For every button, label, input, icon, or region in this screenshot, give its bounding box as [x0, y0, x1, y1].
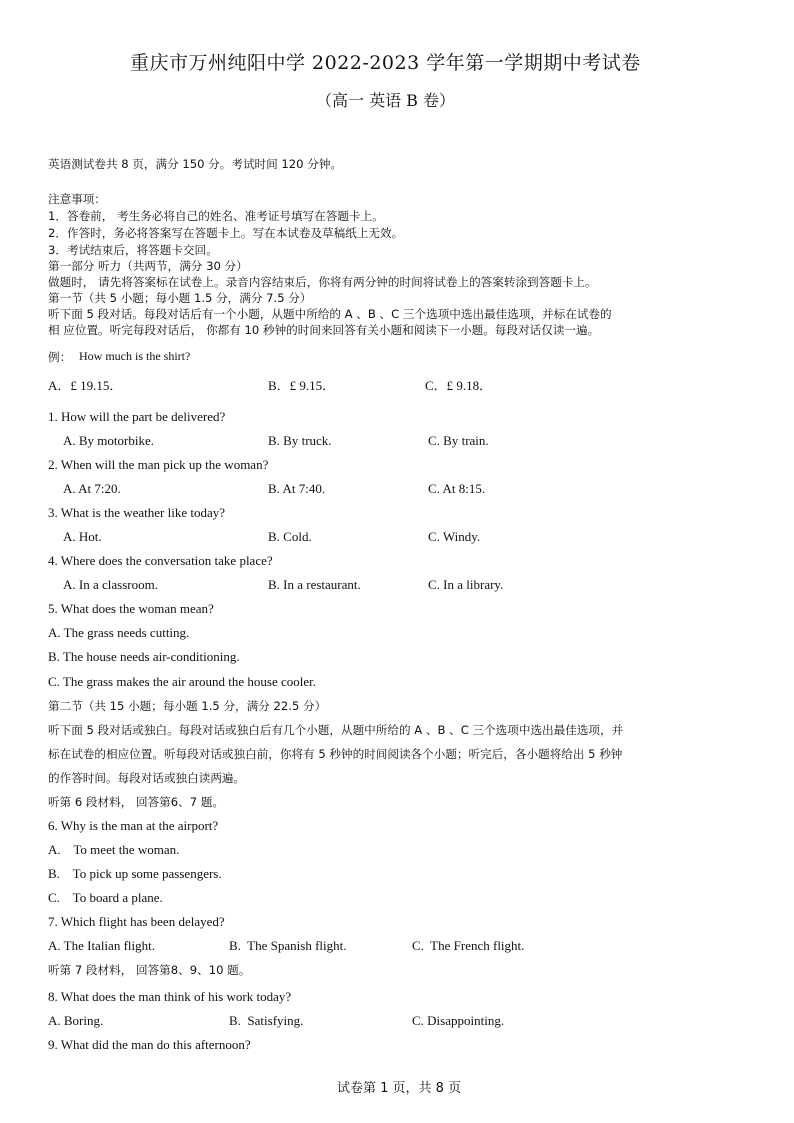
question-option: C. In a library. [428, 577, 504, 592]
question-stem: 3. What is the weather like today? [48, 505, 226, 520]
question-option: A. The Italian flight. [48, 938, 155, 953]
question-option: B. In a restaurant. [268, 577, 361, 592]
question-option: B. At 7:40. [268, 481, 326, 496]
question-option: C. Disappointing. [412, 1013, 505, 1028]
note-item: 1．答卷前， 考生务必将自己的姓名、准考证号填写在答题卡上。 [48, 209, 384, 223]
page-footer: 试卷第 1 页，共 8 页 [337, 1081, 462, 1096]
part1-instruction: 做题时， 请先将答案标在试卷上。录音内容结束后，你将有两分钟的时间将试卷上的答案转涂到答题卡上。 [48, 275, 597, 289]
example-question: How much is the shirt? [79, 349, 191, 363]
section1-instruction-line: 相 应位置。听完每段对话后， 你都有 10 秒钟的时间来回答有关小题和阅读下一小题。每段对话仅读一遍。 [48, 323, 600, 337]
question-option: B. To pick up some passengers. [48, 866, 222, 881]
exam-subtitle: （高一 英语 B 卷） [316, 91, 456, 110]
question-option: C. The grass makes the air around the house cooler. [48, 674, 316, 689]
exam-title: 重庆市万州纯阳中学 2022-2023 学年第一学期期中考试卷 [130, 52, 641, 74]
section1-instruction-line: 听下面 5 段对话。每段对话后有一个小题，从题中所给的 A 、B 、C 三个选项中选出最佳选项，并标在试卷的 [48, 307, 612, 321]
question-option: A. By motorbike. [63, 433, 154, 448]
question-option: C. Windy. [428, 529, 481, 544]
question-stem: 2. When will the man pick up the woman? [48, 457, 269, 472]
question-option: B. Satisfying. [229, 1013, 304, 1028]
question-option: B. The Spanish flight. [229, 938, 347, 953]
question-stem: 1. How will the part be delivered? [48, 409, 226, 424]
question-stem: 8. What does the man think of his work today? [48, 989, 292, 1004]
question-option: A. Hot. [63, 529, 102, 544]
section2-instruction-line: 听下面 5 段对话或独白。每段对话或独白后有几个小题，从题中所给的 A 、B 、C 三个选项中选出最佳选项，并 [48, 723, 624, 737]
question-option: A. Boring. [48, 1013, 104, 1028]
question-option: B. By truck. [268, 433, 332, 448]
question-stem: 7. Which flight has been delayed? [48, 914, 225, 929]
material-heading: 听第 7 段材料， 回答第8、9、10 题。 [48, 963, 251, 977]
question-option: C. To board a plane. [48, 890, 163, 905]
question-option: A. The grass needs cutting. [48, 625, 190, 640]
example-label: 例： [48, 350, 72, 364]
question-option: A. In a classroom. [63, 577, 158, 592]
question-stem: 9. What did the man do this afternoon? [48, 1037, 251, 1052]
section2-instruction-line: 的作答时间。每段对话或独白读两遍。 [48, 771, 246, 785]
note-item: 2．作答时，务必将答案写在答题卡上。写在本试卷及草稿纸上无效。 [48, 226, 404, 240]
question-option: C. By train. [428, 433, 489, 448]
question-stem: 4. Where does the conversation take place? [48, 553, 273, 568]
question-option: A. At 7:20. [63, 481, 121, 496]
question-option: A. To meet the woman. [48, 842, 180, 857]
question-option: B. Cold. [268, 529, 312, 544]
question-stem: 5. What does the woman mean? [48, 601, 214, 616]
notes-heading: 注意事项： [48, 192, 106, 206]
example-option: A．£ 19.15． [48, 378, 123, 393]
part1-heading: 第一部分 听力（共两节，满分 30 分） [48, 259, 248, 273]
section2-heading: 第二节（共 15 小题；每小题 1.5 分，满分 22.5 分） [48, 699, 327, 713]
exam-intro: 英语测试卷共 8 页，满分 150 分。考试时间 120 分钟。 [48, 157, 343, 171]
question-option: C. At 8:15. [428, 481, 486, 496]
section2-instruction-line: 标在试卷的相应位置。听每段对话或独白前，你将有 5 秒钟的时间阅读各个小题；听完后，各小题将给出 5 秒钟 [48, 747, 623, 761]
example-option: C．£ 9.18． [425, 378, 493, 393]
section1-heading: 第一节（共 5 小题；每小题 1.5 分，满分 7.5 分） [48, 291, 312, 305]
material-heading: 听第 6 段材料， 回答第6、7 题。 [48, 795, 224, 809]
question-option: B. The house needs air-conditioning. [48, 649, 240, 664]
question-stem: 6. Why is the man at the airport? [48, 818, 219, 833]
question-option: C. The French flight. [412, 938, 525, 953]
note-item: 3．考试结束后，将答题卡交回。 [48, 243, 218, 257]
example-option: B．£ 9.15． [268, 378, 336, 393]
